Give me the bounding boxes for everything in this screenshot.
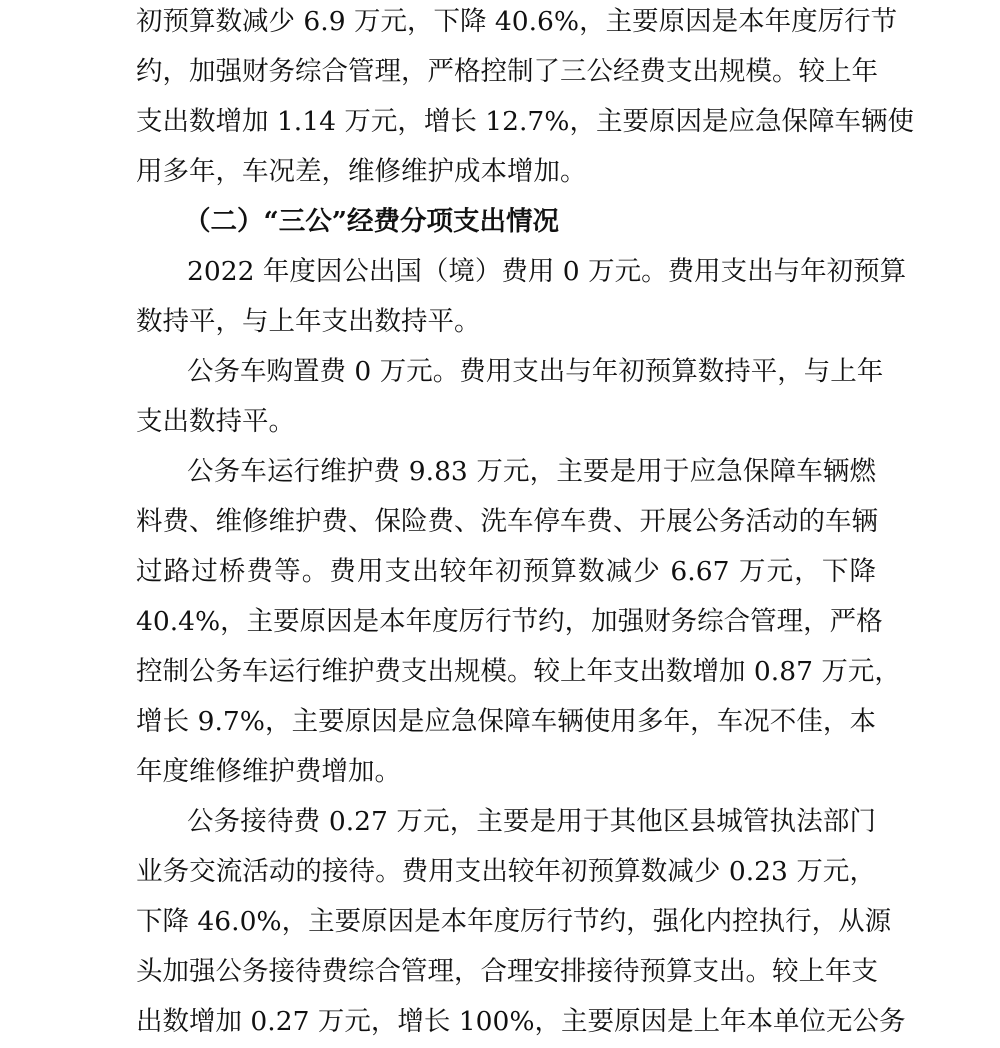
text-line: 公务车购置费 0 万元。费用支出与年初预算数持平，与上年 — [187, 356, 884, 387]
text-line: 2022 年度因公出国（境）费用 0 万元。费用支出与年初预算 — [187, 256, 907, 287]
text-line: 支出数增加 1.14 万元，增长 12.7%，主要原因是应急保障车辆使 — [136, 106, 914, 137]
text-line: 下降 46.0%，主要原因是本年度厉行节约，强化内控执行，从源 — [136, 906, 892, 937]
section-heading: （二）“三公”经费分项支出情况 — [184, 206, 559, 237]
text-line: 增长 9.7%，主要原因是应急保障车辆使用多年，车况不佳，本 — [136, 706, 876, 737]
text-line: 40.4%，主要原因是本年度厉行节约，加强财务综合管理，严格 — [136, 606, 883, 637]
text-line: 初预算数减少 6.9 万元，下降 40.6%，主要原因是本年度厉行节 — [136, 6, 898, 37]
text-line: 年度维修维护费增加。 — [136, 756, 401, 787]
text-line: 支出数持平。 — [136, 406, 295, 437]
text-line: 约，加强财务综合管理，严格控制了三公经费支出规模。较上年 — [136, 56, 878, 87]
text-line: 出数增加 0.27 万元，增长 100%，主要原因是上年本单位无公务 — [136, 1006, 906, 1037]
text-line: 公务接待费 0.27 万元，主要是用于其他区县城管执法部门 — [187, 806, 876, 837]
text-line: 料费、维修维护费、保险费、洗车停车费、开展公务活动的车辆 — [136, 506, 878, 537]
text-line: 数持平，与上年支出数持平。 — [136, 306, 481, 337]
text-line: 过路过桥费等。费用支出较年初预算数减少 6.67 万元，下降 — [136, 556, 876, 587]
text-line: 业务交流活动的接待。费用支出较年初预算数减少 0.23 万元， — [136, 856, 876, 887]
text-line: 头加强公务接待费综合管理，合理安排接待预算支出。较上年支 — [136, 956, 878, 987]
text-line: 公务车运行维护费 9.83 万元，主要是用于应急保障车辆燃 — [187, 456, 876, 487]
text-line: 控制公务车运行维护费支出规模。较上年支出数增加 0.87 万元， — [136, 656, 901, 687]
text-line: 用多年，车况差，维修维护成本增加。 — [136, 156, 587, 187]
